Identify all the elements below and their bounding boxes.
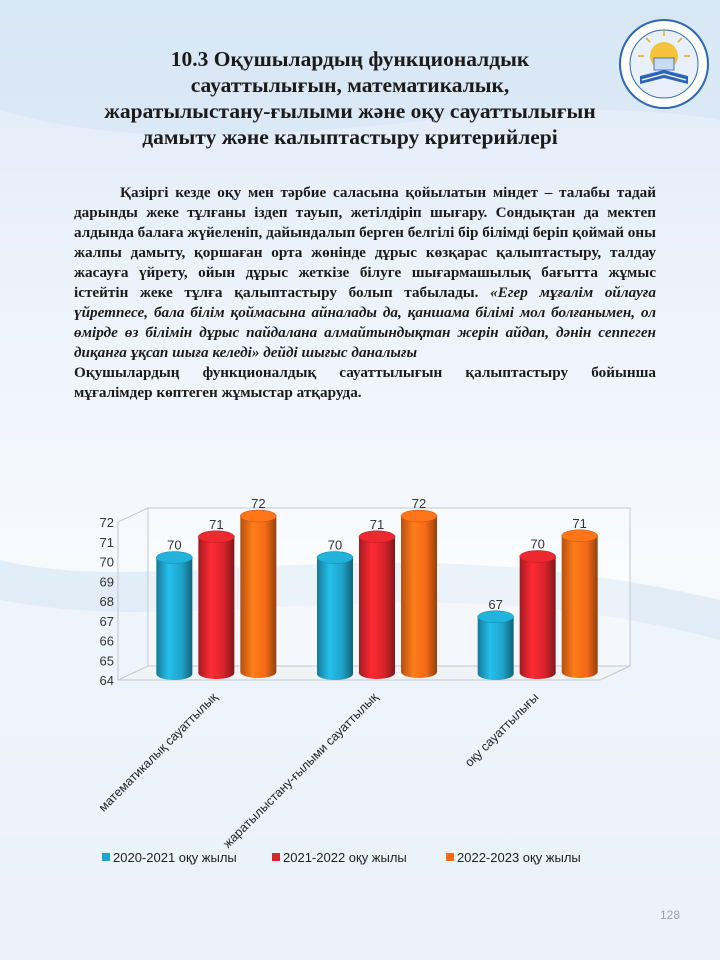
bar <box>240 516 276 678</box>
y-tick-label: 67 <box>99 613 114 629</box>
bar-chart <box>0 490 720 890</box>
data-label: 71 <box>209 516 224 532</box>
x-category-label: жаратылыстану-ғылыми сауаттылық <box>220 690 381 851</box>
y-tick-label: 69 <box>99 574 114 590</box>
paragraph-2: Оқушылардың функционалдық сауаттылығын қалыптастыру бойынша мұғалімдер көптеген жұмыстар атқаруда. <box>74 364 656 401</box>
data-label: 67 <box>488 596 503 612</box>
bar-top <box>520 551 556 563</box>
paragraph-1-text: Қазіргі кезде оқу мен тәрбие саласына қойылатын міндет – талабы тадай дарынды жеке тұлғаны іздеп тауып, жетілдіріп шығару. Сондықтан да мектеп алдында балаға жүйеленіп, дайындалып берген белгілі бір білімді беріп қоймай оны жалпы дамыту, қоршаған орта жөнінде дұрыс көзқарас қалыптастыру, талдау жасауға үйрету, ойын дұрыс жеткізе білуге шығармашылық бағытта жұмыс істейтін жеке тұлға қалыптастыру болып табылады. <box>74 184 656 301</box>
bar-top <box>198 531 234 543</box>
data-label: 71 <box>572 515 587 531</box>
paragraph-1-quote: «Егер мұғалім ойлауға үйретпесе, бала білім қоймасына айналады да, қаншама білімі мол болғанымен, ол өмірде өз білімін дұрыс пайдалана алмайтындықтан жерін айдап, дәнін сеппеген диқанға ұқсап шыға келеді» дейді шығыс даналығы <box>74 284 657 361</box>
bar <box>401 516 437 678</box>
bar <box>359 537 395 679</box>
legend-swatch <box>446 853 454 861</box>
bar <box>520 557 556 680</box>
bar <box>478 617 514 680</box>
x-category-label: оқу сауаттылығы <box>462 690 542 770</box>
school-logo <box>618 18 710 110</box>
y-tick-label: 70 <box>99 554 114 570</box>
page-number: 128 <box>659 908 680 922</box>
data-label: 71 <box>369 516 385 532</box>
bar <box>156 558 192 681</box>
bar-top <box>359 531 395 543</box>
legend-label: 2022-2023 оқу жылы <box>457 850 581 865</box>
y-tick-label: 71 <box>99 534 114 550</box>
data-label: 72 <box>411 496 427 511</box>
data-label: 70 <box>530 536 545 552</box>
bar-top <box>401 510 437 522</box>
title-line: сауаттылығын, математикалык, <box>190 73 510 97</box>
title-line: 10.3 Оқушылардың функционалдык <box>170 47 530 71</box>
chart-top-edge <box>118 508 148 522</box>
y-tick-label: 64 <box>99 673 114 688</box>
bar-top <box>240 510 276 522</box>
data-label: 72 <box>251 496 266 511</box>
x-category-label: математикалық сауаттылық <box>95 690 221 815</box>
data-label: 70 <box>327 537 343 553</box>
page-title <box>70 46 630 150</box>
data-label: 70 <box>167 537 182 553</box>
paragraph-1 <box>74 183 656 363</box>
legend-swatch <box>102 853 110 861</box>
title-line: дамыту және калыптастыру критерийлері <box>142 125 558 149</box>
bar <box>198 537 234 679</box>
legend-label: 2021-2022 оқу жылы <box>283 850 407 865</box>
title-line: жаратылыстану-ғылыми және оқу сауаттылығын <box>104 99 596 123</box>
y-tick-label: 66 <box>99 633 114 649</box>
bar <box>562 536 598 678</box>
legend-swatch <box>272 853 280 861</box>
legend-label: 2020-2021 оқу жылы <box>113 850 237 865</box>
bar <box>317 558 353 681</box>
y-tick-label: 68 <box>99 594 114 609</box>
bar-top <box>317 552 353 564</box>
y-tick-label: 65 <box>99 653 114 669</box>
bar-top <box>478 611 514 623</box>
body-text <box>74 183 656 403</box>
bar-top <box>156 552 192 564</box>
bar-top <box>562 530 598 542</box>
y-tick-label: 72 <box>99 515 114 530</box>
